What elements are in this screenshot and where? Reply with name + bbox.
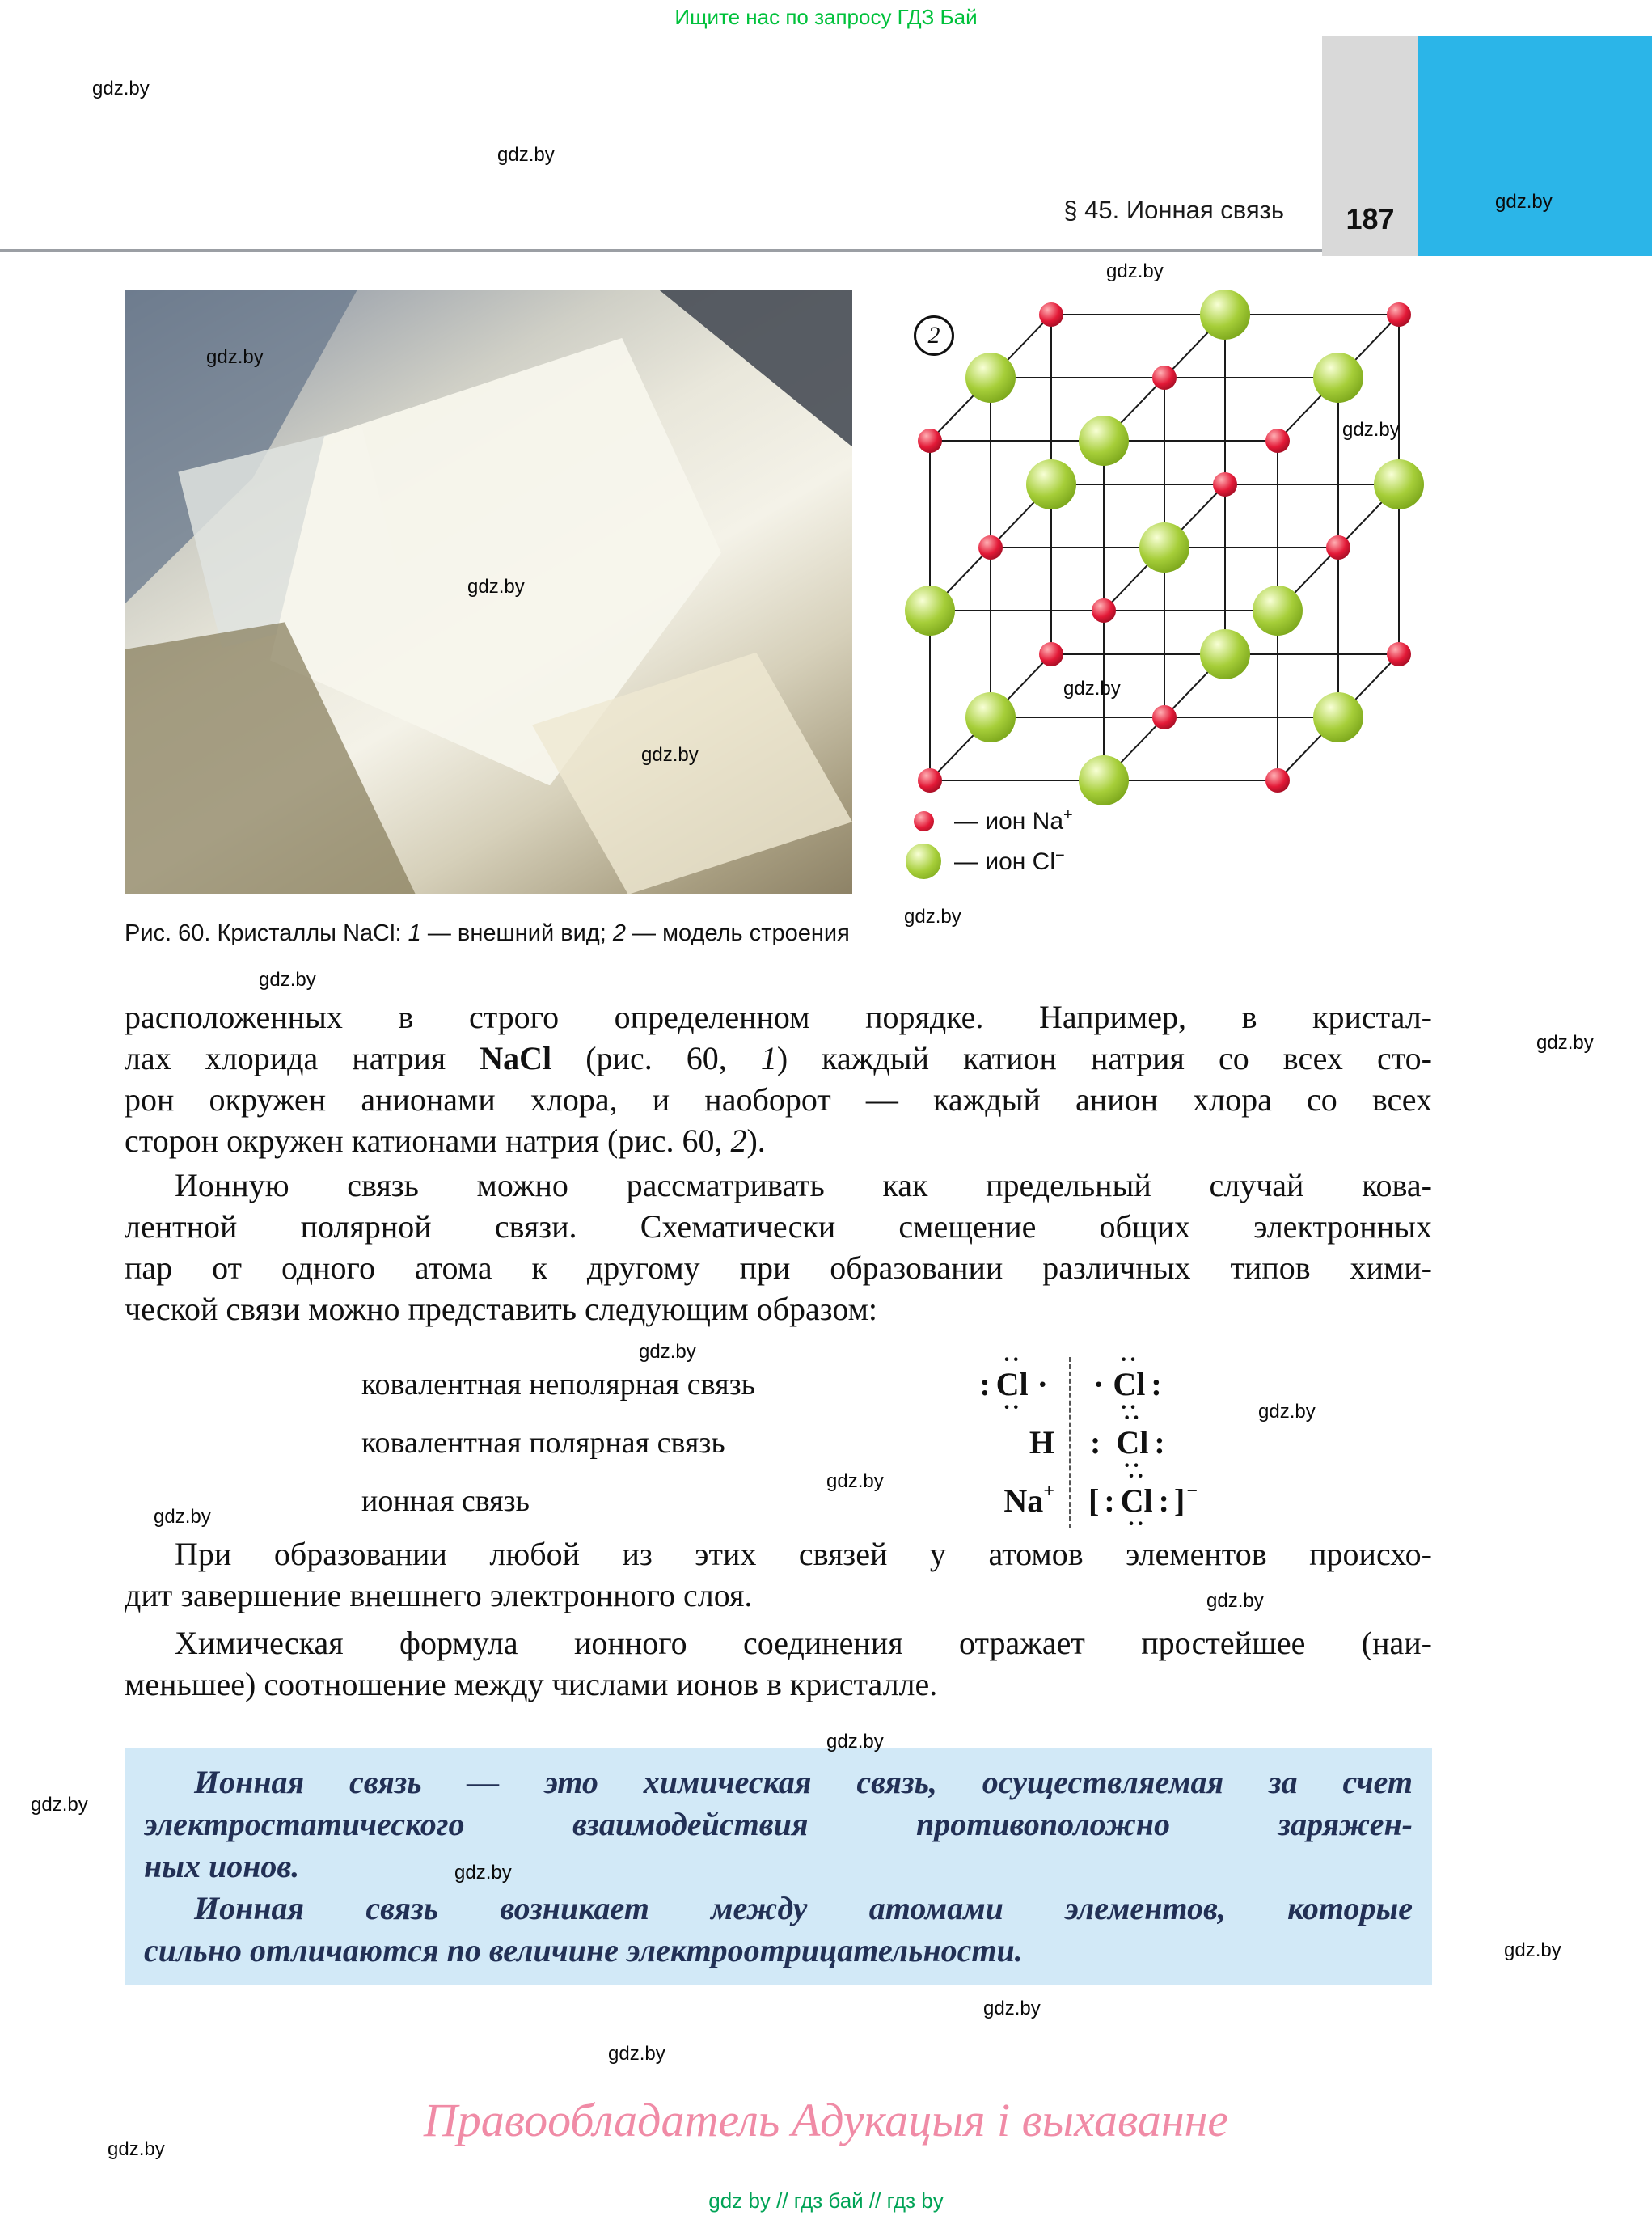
lewis-row-polar: [125, 1414, 1432, 1472]
paragraph-3: [125, 1533, 1432, 1616]
lewis-formula-left: [788, 1423, 1054, 1461]
text-line: пар от одного атома к другому при образовании различных типов хими-: [125, 1249, 1432, 1286]
gdz-watermark: gdz.by: [641, 744, 699, 766]
gdz-watermark: gdz.by: [1206, 1590, 1264, 1612]
gdz-watermark: gdz.by: [608, 2043, 665, 2065]
text-line: Ионная связь — это химическая связь, осуществляемая за счет: [194, 1764, 1413, 1800]
legend-label-cl: — ион Cl−: [954, 847, 1065, 875]
text-line: сторон окружен катионами натрия (рис. 60, 2).: [125, 1123, 766, 1159]
cl-symbol: ·· Cl ··: [1116, 1423, 1148, 1461]
text-line: Химическая формула ионного соединения отражает простейшее (наи-: [175, 1625, 1432, 1661]
crystal-photo: [125, 290, 852, 894]
lewis-row-nonpolar: [125, 1355, 1432, 1414]
definition-paragraph-1: [144, 1761, 1413, 1888]
text-line: лах хлорида натрия NaCl (рис. 60, 1) каждый катион натрия со всех сто-: [125, 1040, 1432, 1076]
footer-links: gdz by // гдз бай // гдз by: [708, 2188, 944, 2213]
legend-label-na: — ион Na+: [954, 806, 1073, 835]
page-number-box: [1322, 36, 1418, 256]
text-line: расположенных в строго определенном порядке. Например, в кристал-: [125, 999, 1432, 1035]
nacl-lattice-model: [873, 283, 1456, 817]
minus-charge: −: [1186, 1480, 1198, 1502]
cl-ion-sphere: [906, 844, 941, 879]
lewis-formula-right: · ·· Cl ·· :: [1087, 1365, 1165, 1403]
text-line: Ионная связь возникает между атомами элементов, которые: [194, 1890, 1413, 1926]
gdz-watermark: gdz.by: [1495, 191, 1553, 213]
gdz-watermark: gdz.by: [108, 2138, 165, 2160]
cl-sphere-box: [904, 844, 943, 879]
gdz-watermark: gdz.by: [154, 1506, 211, 1528]
lewis-formula-left: : ·· Cl ·· ·: [788, 1365, 1054, 1403]
gdz-watermark: gdz.by: [1106, 260, 1164, 282]
gdz-watermark: gdz.by: [1342, 419, 1400, 441]
accent-color-box: [1418, 36, 1652, 256]
figure-label-2: [914, 315, 954, 356]
lewis-formula-left: [788, 1482, 1054, 1520]
text-line: Ионную связь можно рассматривать как предельный случай кова-: [175, 1167, 1432, 1203]
page-number: 187: [1346, 202, 1395, 235]
text-line: сильно отличаются по величине электроотрицательности.: [144, 1932, 1023, 1968]
text-line: меньшее) соотношение между числами ионов в кристалле.: [125, 1666, 938, 1702]
lewis-row-label: ковалентная полярная связь: [361, 1426, 725, 1460]
gdz-watermark: gdz.by: [826, 1731, 884, 1753]
copyright-footer: Правообладатель Адукацыя і выхаванне: [423, 2094, 1229, 2146]
definition-box: [125, 1748, 1432, 1985]
h-symbol: H: [1029, 1424, 1054, 1461]
text-line: электростатического взаимодействия противоположно заряжен-: [144, 1806, 1413, 1842]
na-symbol: Na: [1003, 1482, 1044, 1519]
text-line: При образовании любой из этих связей у атомов элементов происхо-: [175, 1536, 1432, 1572]
lewis-formula-right: : ·· Cl ·· :: [1087, 1423, 1168, 1461]
gdz-watermark: gdz.by: [904, 906, 961, 928]
lewis-structures: [125, 1355, 1432, 1530]
gdz-watermark: gdz.by: [983, 1998, 1041, 2019]
gdz-watermark: gdz.by: [259, 969, 316, 991]
definition-paragraph-2: [144, 1888, 1413, 1972]
gdz-watermark: gdz.by: [31, 1794, 88, 1816]
cl-symbol: ·· Cl ··: [996, 1365, 1029, 1403]
text-line: дит завершение внешнего электронного слоя.: [125, 1577, 753, 1613]
figure-legend: [904, 801, 1073, 882]
cl-charge: −: [1055, 847, 1065, 865]
paragraph-4: [125, 1622, 1432, 1705]
figure-caption: Рис. 60. Кристаллы NaCl: 1 — внешний вид; 2 — модель строения: [125, 920, 850, 946]
figure-label-2-text: 2: [927, 322, 940, 349]
shared-electron-dot: ·: [1093, 1366, 1105, 1402]
lewis-formula-right: [ : ·· Cl ·· : ]−: [1087, 1482, 1198, 1520]
lewis-row-label: ковалентная неполярная связь: [361, 1368, 755, 1402]
gdz-watermark: gdz.by: [639, 1341, 696, 1363]
text-line: ных ионов.: [144, 1848, 300, 1884]
gdz-watermark: gdz.by: [1258, 1401, 1316, 1423]
paragraph-2: [125, 1165, 1432, 1330]
gdz-watermark: gdz.by: [826, 1470, 884, 1492]
gdz-watermark: gdz.by: [1536, 1032, 1594, 1054]
section-title: § 45. Ионная связь: [1063, 196, 1284, 224]
lewis-row-ionic: [125, 1472, 1432, 1530]
lewis-row-label: ионная связь: [361, 1484, 530, 1518]
cl-symbol: ·· Cl ··: [1121, 1482, 1153, 1520]
gdz-watermark: gdz.by: [206, 346, 264, 368]
na-sphere-box: [904, 811, 943, 831]
gdz-watermark: gdz.by: [92, 78, 150, 99]
legend-item-cl: [904, 841, 1073, 882]
text-line: лентной полярной связи. Схематически смещение общих электронных: [125, 1208, 1432, 1245]
na-ion-sphere: [914, 811, 934, 831]
shared-electron-dot: ·: [1037, 1366, 1048, 1402]
gdz-watermark: gdz.by: [467, 576, 525, 598]
gdz-watermark: gdz.by: [454, 1862, 512, 1884]
cl-symbol: ·· Cl ··: [1113, 1365, 1145, 1403]
gdz-watermark: gdz.by: [497, 144, 555, 166]
lattice-figure: [873, 283, 1456, 817]
paragraph-1: [125, 996, 1432, 1161]
na-charge: +: [1063, 806, 1073, 824]
text-line: рон окружен анионами хлора, и наоборот — каждый анион хлора со всех: [125, 1081, 1432, 1118]
lattice-svg: [873, 283, 1456, 817]
text-line: ческой связи можно представить следующим образом:: [125, 1291, 878, 1327]
gdz-watermark: gdz.by: [1063, 678, 1121, 700]
top-banner-text: Ищите нас по запросу ГДЗ Бай: [674, 5, 978, 29]
plus-charge: +: [1043, 1480, 1054, 1502]
legend-item-na: [904, 801, 1073, 841]
gdz-watermark: gdz.by: [1504, 1939, 1561, 1961]
